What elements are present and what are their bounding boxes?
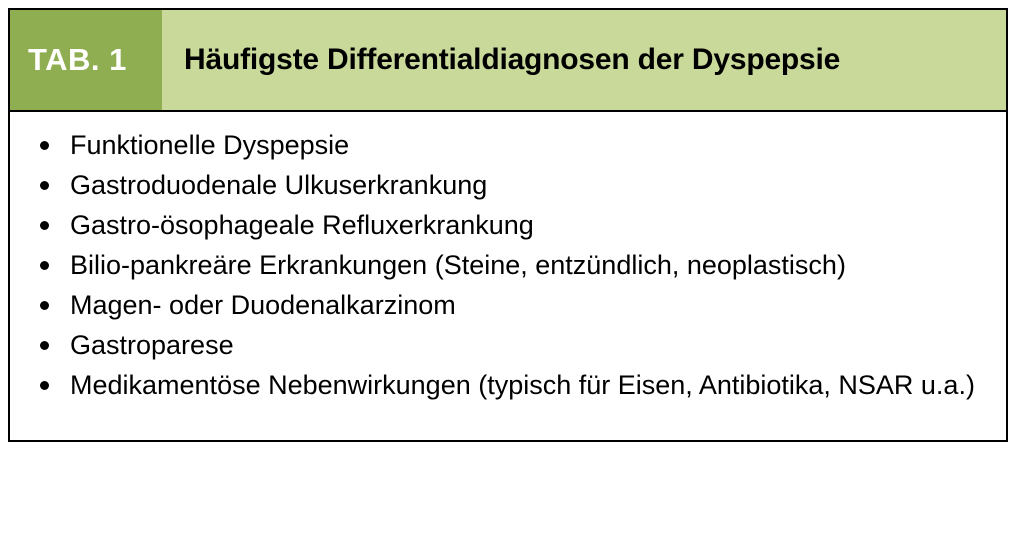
bullet-icon <box>40 221 49 230</box>
list-item-label: Medikamentöse Nebenwirkungen (typisch für Eisen, Antibiotika, NSAR u.a.) <box>70 370 975 400</box>
list-item <box>30 286 986 324</box>
table-body <box>10 112 1006 440</box>
list-item <box>30 126 986 164</box>
differential-diagnosis-table <box>8 8 1008 442</box>
list-item <box>30 246 986 284</box>
table-title: Häufigste Differentialdiagnosen der Dyspepsie <box>184 43 841 76</box>
diagnosis-list <box>30 126 986 404</box>
list-item-label: Gastroduodenale Ulkuserkrankung <box>70 170 488 200</box>
bullet-icon <box>40 381 49 390</box>
list-item <box>30 326 986 364</box>
list-item <box>30 166 986 204</box>
list-item-label: Funktionelle Dyspepsie <box>70 130 350 160</box>
table-title-cell <box>162 10 1006 110</box>
table-number-label: TAB. 1 <box>28 42 127 77</box>
bullet-icon <box>40 261 49 270</box>
list-item-label: Gastro-ösophageale Refluxerkrankung <box>70 210 534 240</box>
table-number-cell <box>10 10 162 110</box>
list-item-label: Bilio-pankreäre Erkrankungen (Steine, entzündlich, neoplastisch) <box>70 250 846 280</box>
list-item <box>30 366 986 404</box>
list-item <box>30 206 986 244</box>
bullet-icon <box>40 341 49 350</box>
list-item-label: Magen- oder Duodenalkarzinom <box>70 290 456 320</box>
table-header <box>10 10 1006 110</box>
list-item-label: Gastroparese <box>70 330 234 360</box>
bullet-icon <box>40 301 49 310</box>
bullet-icon <box>40 141 49 150</box>
bullet-icon <box>40 181 49 190</box>
